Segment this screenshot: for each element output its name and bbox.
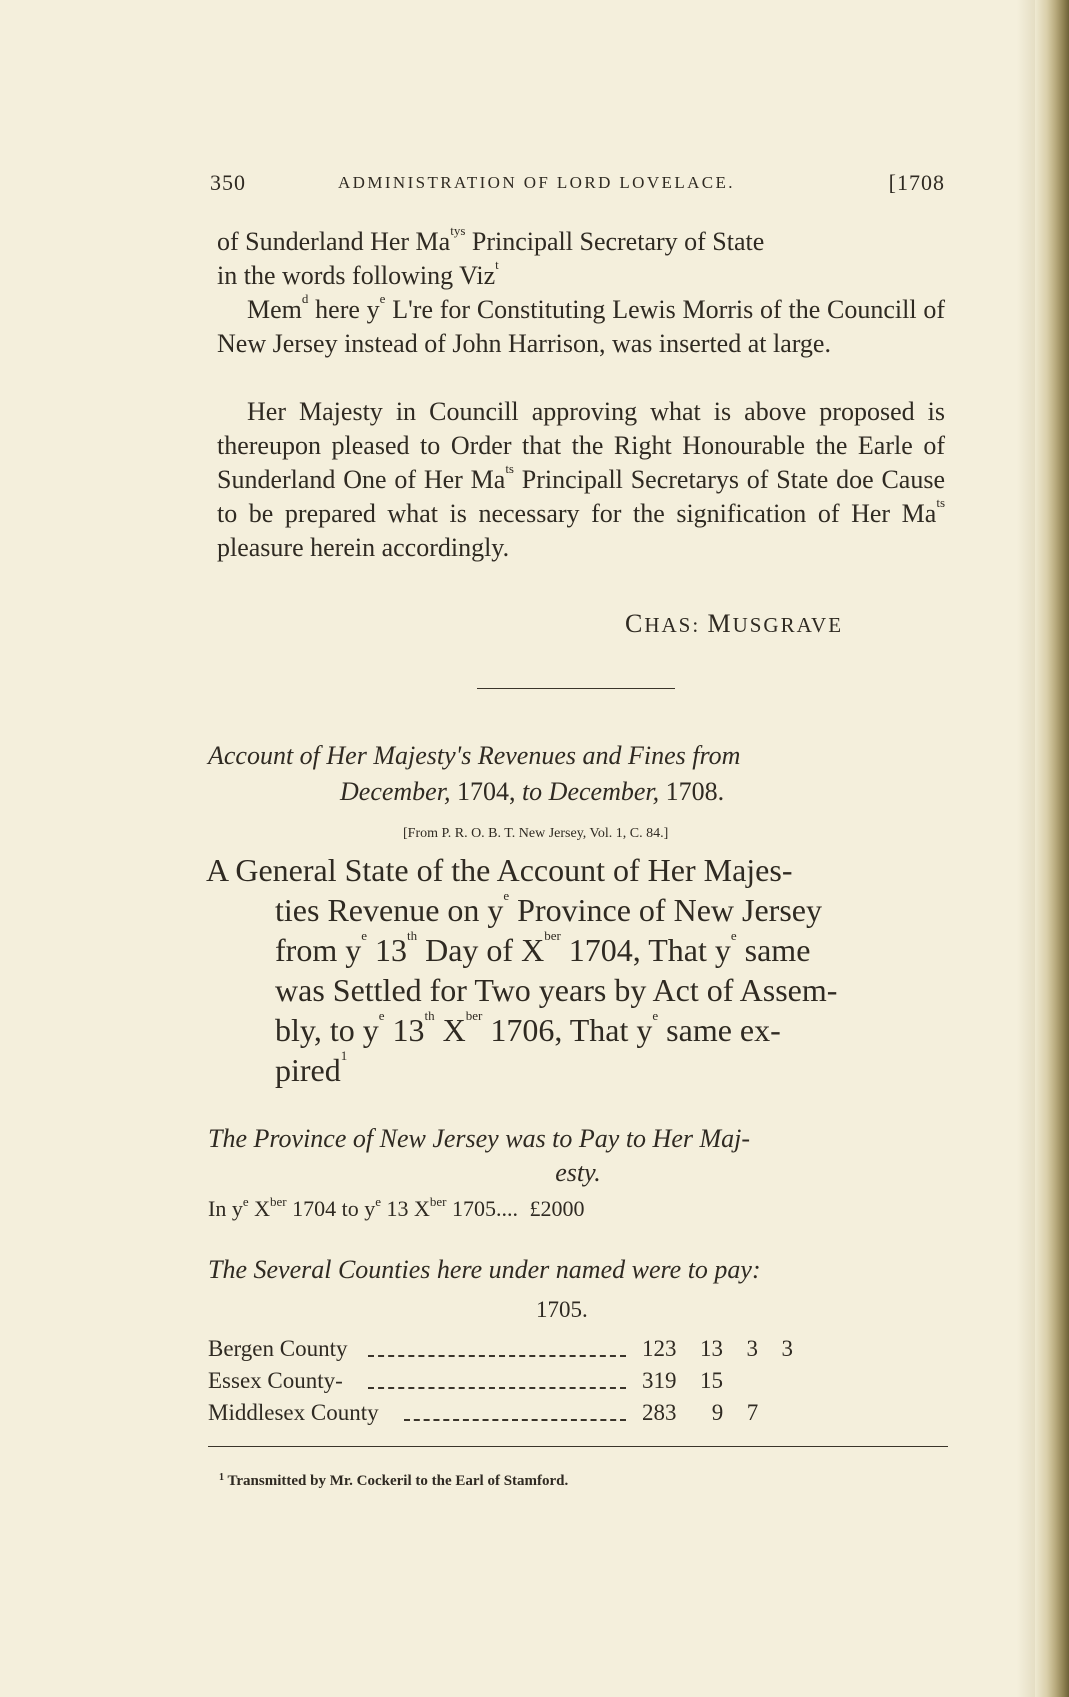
running-header [210, 170, 945, 200]
para1-line2: in the words following Viz$^t$ [217, 257, 499, 290]
leader-dots [368, 1387, 626, 1389]
payment-amount: £2000 [529, 1196, 585, 1221]
general-state-heading: A General State of the Account of Her Majes- ties Revenue on $y^e$ Province of New Jersey from $y^e$ 13th Day of $X^{ber}$ 1704, That $y^e$ same was Settled for Two years by Act of Assem- bly, to $y^e$ 13th $X^{ber}$ 1706, That $y^e$ same ex- pired$^1$ [206, 852, 838, 1088]
header-year: [1708 [888, 170, 945, 195]
county-name: Bergen County [208, 1336, 348, 1361]
county-amount: 283 9 7 [642, 1400, 759, 1425]
province-heading: The Province of New Jersey was to Pay to Her Maj- esty. [208, 1124, 751, 1187]
county-table [208, 1336, 793, 1432]
several-counties-heading: The Several Counties here under named were to pay: [208, 1255, 761, 1284]
para1-line1: of Sunderland Her $Ma^{tys}$ Principall Secretary of State [217, 223, 765, 256]
footnote-rule [208, 1446, 948, 1447]
county-name: Middlesex County [208, 1400, 379, 1425]
county-amount: 319 15 [642, 1368, 723, 1393]
paragraph-memorandum: Mem$^d$ here $y^e$ L're for Constituting Lewis Morris of the Councill of New Jersey instead of John Harrison, was inserted at large. [217, 291, 945, 358]
payment-row: In $y^e$ $X^{ber}$ 1704 to $y^e$ 13 $X^{ber}$ 1705.... £2000 [208, 1194, 585, 1221]
footnote: $^1$ Transmitted by Mr. Cockeril to the Earl of Stamford. [219, 1472, 569, 1489]
source-citation: [From P. R. O. B. T. New Jersey, Vol. 1, C. 84.] [403, 826, 669, 841]
county-row [208, 1400, 788, 1432]
leader-dots [404, 1419, 626, 1421]
page-number: 350 [210, 170, 246, 195]
account-title: Account of Her Majesty's Revenues and Fines from December, 1704, to December, 1708. [208, 741, 741, 806]
paragraph-order: Her Majesty in Councill approving what is above proposed is thereupon pleased to Order that the Right Honourable the Earle of Sunderland One of Her $Ma^{ts}$ Principall Secretarys of State doe Cause to be prepared what is necessary for the signification of Her $Ma^{ts}$ pleasure herein accordingly. [217, 397, 945, 562]
binding-shadow [1017, 0, 1035, 1697]
book-binding [1035, 0, 1069, 1697]
county-amount: 123 13 3 3 [642, 1336, 793, 1361]
running-title: ADMINISTRATION OF LORD LOVELACE. [338, 173, 735, 192]
signature-musgrave: CHAS: MUSGRAVE [625, 609, 844, 638]
county-row [208, 1368, 788, 1400]
section-divider [477, 688, 675, 689]
year-1705: 1705. [536, 1297, 588, 1322]
paragraph-sunderland [217, 225, 945, 293]
county-name: Essex County- [208, 1368, 343, 1393]
leader-dots [368, 1355, 626, 1357]
county-row [208, 1336, 793, 1368]
